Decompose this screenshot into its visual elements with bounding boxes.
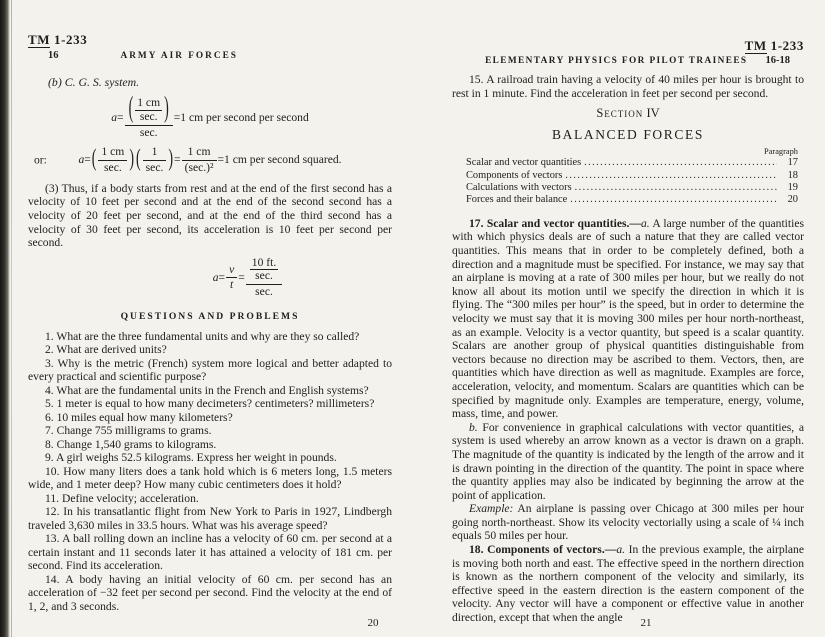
nested-fraction (246, 257, 282, 299)
question-2: 2. What are derived units? (45, 343, 167, 357)
paragraph-18a (452, 543, 804, 625)
cgs-system-heading: (b) C. G. S. system. (48, 75, 140, 89)
example-label: Example: (469, 502, 514, 516)
numerator: 1 cm (182, 146, 217, 161)
v-over-t-fraction (226, 264, 237, 293)
question-12: 12. In his transatlantic flight from New York to Paris in 1927, Lindbergh traveled 3,630 miles in 33.5 hours. What was his average speed? (28, 505, 392, 532)
open-paren: ( (128, 93, 134, 125)
section-heading (452, 106, 804, 121)
subparagraph-letter: b. (469, 420, 478, 434)
toc-paragraph-number: 20 (787, 194, 798, 206)
right-running-title: ELEMENTARY PHYSICS FOR PILOT TRAINEES (485, 56, 748, 66)
tm-label: TM (744, 38, 767, 53)
dot-leader (570, 194, 777, 206)
paragraph-3: (3) Thus, if a body starts from rest and at the end of the first second has a velocity of 10 feet per second and at the end of the second second has a velocity of 20 feet per second, and at the end of the third second has a velocity of 30 feet per second, its acceleration is 10 feet per second per second. (28, 181, 392, 250)
numerator: 1 cm (98, 146, 127, 161)
toc-paragraph-number: 18 (787, 169, 798, 181)
toc-row-forces (466, 194, 798, 206)
question-15: 15. A railroad train having a velocity of 40 miles per hour is brought to rest in 1 minute. Find the acceleration in feet per second per second. (452, 73, 804, 100)
formula-var: a (212, 270, 219, 284)
denominator: t (230, 278, 234, 292)
paragraph-17b-text: For convenience in graphical calculations with vector quantities, a system is used whereby an arrow known as a vector is drawn on a graph. The magnitude of the quantity is indicated by the length of the arrow and it is drawn pointing in the direction of the quantity. The point in space where the quantity applies may also be indicated by beginning the arrow at the point of application. (452, 420, 804, 502)
book-binding-edge (0, 0, 10, 637)
dot-leader (565, 170, 777, 182)
page-edge-line (11, 0, 12, 637)
inner-fraction (250, 257, 278, 284)
paragraph-18-heading: 18. Components of vectors.— (469, 543, 617, 557)
section-label: Section (596, 106, 644, 121)
numerator: v (226, 264, 237, 279)
question-6: 6. 10 miles equal how many kilometers? (45, 410, 233, 424)
question-10: 10. How many liters does a tank hold which is 6 meters long, 1.5 meters wide, and 1 meter deep? How many cubic centimeters does it hold? (28, 464, 392, 492)
left-running-header (28, 50, 392, 61)
question-7: 7. Change 755 milligrams to grams. (45, 424, 212, 438)
question-11: 11. Define velocity; acceleration. (45, 491, 199, 505)
toc-label: Forces and their balance (466, 194, 568, 206)
questions-and-problems-heading: QUESTIONS AND PROBLEMS (120, 310, 300, 322)
question-1: 1. What are the three fundamental units and why are they so called? (45, 329, 360, 343)
close-paren: ) (168, 146, 174, 172)
subparagraph-letter: a. (616, 543, 626, 557)
toc-paragraph-number: 17 (787, 157, 798, 169)
right-paragraph-ref: 16-18 (765, 55, 790, 66)
toc-row-scalar-vector (466, 157, 798, 169)
subparagraph-letter: a. (640, 216, 650, 230)
denominator: sec. (255, 269, 273, 283)
close-paren: ) (164, 93, 169, 125)
numerator: 10 ft. (251, 255, 277, 269)
fraction-2 (143, 146, 167, 175)
numerator: 1 cm (137, 96, 161, 109)
denominator: (sec.)² (184, 161, 214, 174)
open-paren: ( (136, 146, 141, 172)
toc-label: Calculations with vectors (466, 182, 572, 193)
toc-column-header: Paragraph (764, 147, 798, 157)
dot-leader (584, 157, 777, 169)
dot-leader (575, 182, 777, 194)
question-4: 4. What are the fundamental units in the French and English systems? (45, 383, 369, 397)
tm-number: 1-233 (54, 32, 88, 47)
example-paragraph (452, 502, 804, 543)
right-page-number: 21 (640, 617, 652, 629)
left-running-title: ARMY AIR FORCES (120, 51, 238, 61)
formula-var: a (111, 110, 118, 124)
question-9: 9. A girl weighs 52.5 kilograms. Express her weight in pounds. (45, 451, 337, 465)
outer-denominator: sec. (139, 125, 158, 139)
toc-paragraph-number: 19 (787, 182, 798, 193)
formula-result: =1 cm per second squared. (217, 153, 342, 167)
equals-sign: = (117, 110, 124, 124)
equals-sign: = (174, 153, 181, 167)
formula-acceleration-example (66, 257, 430, 299)
numerator: 1 (143, 146, 167, 161)
equals-sign: = (238, 270, 245, 284)
right-running-header (452, 55, 790, 66)
fraction-3 (182, 146, 217, 175)
paragraph-17a (452, 217, 804, 421)
inner-fraction (135, 97, 162, 124)
formula-cgs-squared (28, 146, 392, 175)
outer-fraction (125, 93, 173, 139)
toc-label: Scalar and vector quantities (466, 157, 582, 169)
paragraph-17a-text: A large number of the quantities with which physics deals are of such a nature that they are called vector quantities. This means that in order to be completely defined, both a direction and a magnitude must be specified. For instance, we may say that an airplane is moving at a rate of 300 miles per hour, but we really do not know all about its motion until we specify the direction in which it is flying. The “300 miles per hour” is the speed, but in order to determine the velocity we must say that it is moving 300 miles per hour north-northeast, as an example. Velocity is a vector quantity, but speed is a scalar quantity. Scalars are another group of physical quantities distinguishable from vectors because no direction may be ascribed to them. Vectors, then, are quantities which have direction as well as magnitude. Examples are force, acceleration, velocity, and momentum. Scalars are quantities which can be specified by magnitude only. Examples are temperature, energy, volume, mass, time, and power. (452, 216, 804, 421)
left-page-number: 20 (367, 617, 379, 629)
section-title: BALANCED FORCES (552, 127, 704, 143)
paragraph-17-heading: 17. Scalar and vector quantities.— (469, 216, 641, 230)
right-page (452, 38, 804, 625)
right-tm-header (452, 38, 804, 54)
equals-sign: = (218, 270, 226, 284)
formula-cgs-acceleration (28, 93, 392, 139)
close-paren: ) (129, 146, 134, 172)
tm-label: TM (28, 32, 51, 47)
question-8: 8. Change 1,540 grams to kilograms. (45, 437, 217, 451)
question-3: 3. Why is the metric (French) system more logical and better adapted to every practical and scientific purpose? (28, 356, 392, 384)
toc-row-components (466, 170, 798, 182)
formula-result: =1 cm per second per second (173, 110, 309, 124)
example-text: An airplane is passing over Chicago at 300 miles per hour going north-northeast. Show its velocity vectorially using a scale of ¼ inch equals 50 miles per hour. (452, 502, 804, 543)
open-paren: ( (91, 146, 97, 172)
or-prefix: or: (34, 153, 47, 167)
fraction-1 (98, 146, 127, 175)
toc-label: Components of vectors (466, 169, 563, 181)
left-tm-header (28, 32, 392, 48)
denominator: sec. (145, 161, 164, 174)
denominator: sec. (139, 109, 158, 123)
left-paragraph-ref: 16 (48, 50, 59, 61)
denominator: sec. (104, 161, 122, 174)
tm-number: 1-233 (770, 38, 804, 53)
section-contents-table (466, 147, 798, 207)
question-13: 13. A ball rolling down an incline has a velocity of 60 cm. per second at a certain instant and 11 seconds later it has attained a velocity of 181 cm. per second. Find its acceleration. (28, 532, 392, 573)
question-14: 14. A body having an initial velocity of 60 cm. per second has an acceleration of −32 feet per second per second. Find the velocity at the end of 1, 2, and 3 seconds. (28, 572, 392, 613)
question-5: 5. 1 meter is equal to how many decimeters? centimeters? millimeters? (45, 397, 375, 411)
outer-denominator: sec. (255, 285, 273, 299)
formula-var: a (78, 153, 85, 167)
paragraph-17b (452, 421, 804, 503)
paragraph-18a-text: In the previous example, the airplane is moving both north and east. The effective speed in the northern direction is known as the northern component of the velocity and similarly, its effective speed in the eastern direction is the eastern component of the velocity. Any vector will have a component or effective value in another direction, except that when the angle (452, 543, 804, 625)
toc-row-calculations (466, 182, 798, 194)
left-page (28, 32, 392, 613)
equals-sign: = (84, 153, 91, 167)
section-number: IV (646, 106, 660, 121)
